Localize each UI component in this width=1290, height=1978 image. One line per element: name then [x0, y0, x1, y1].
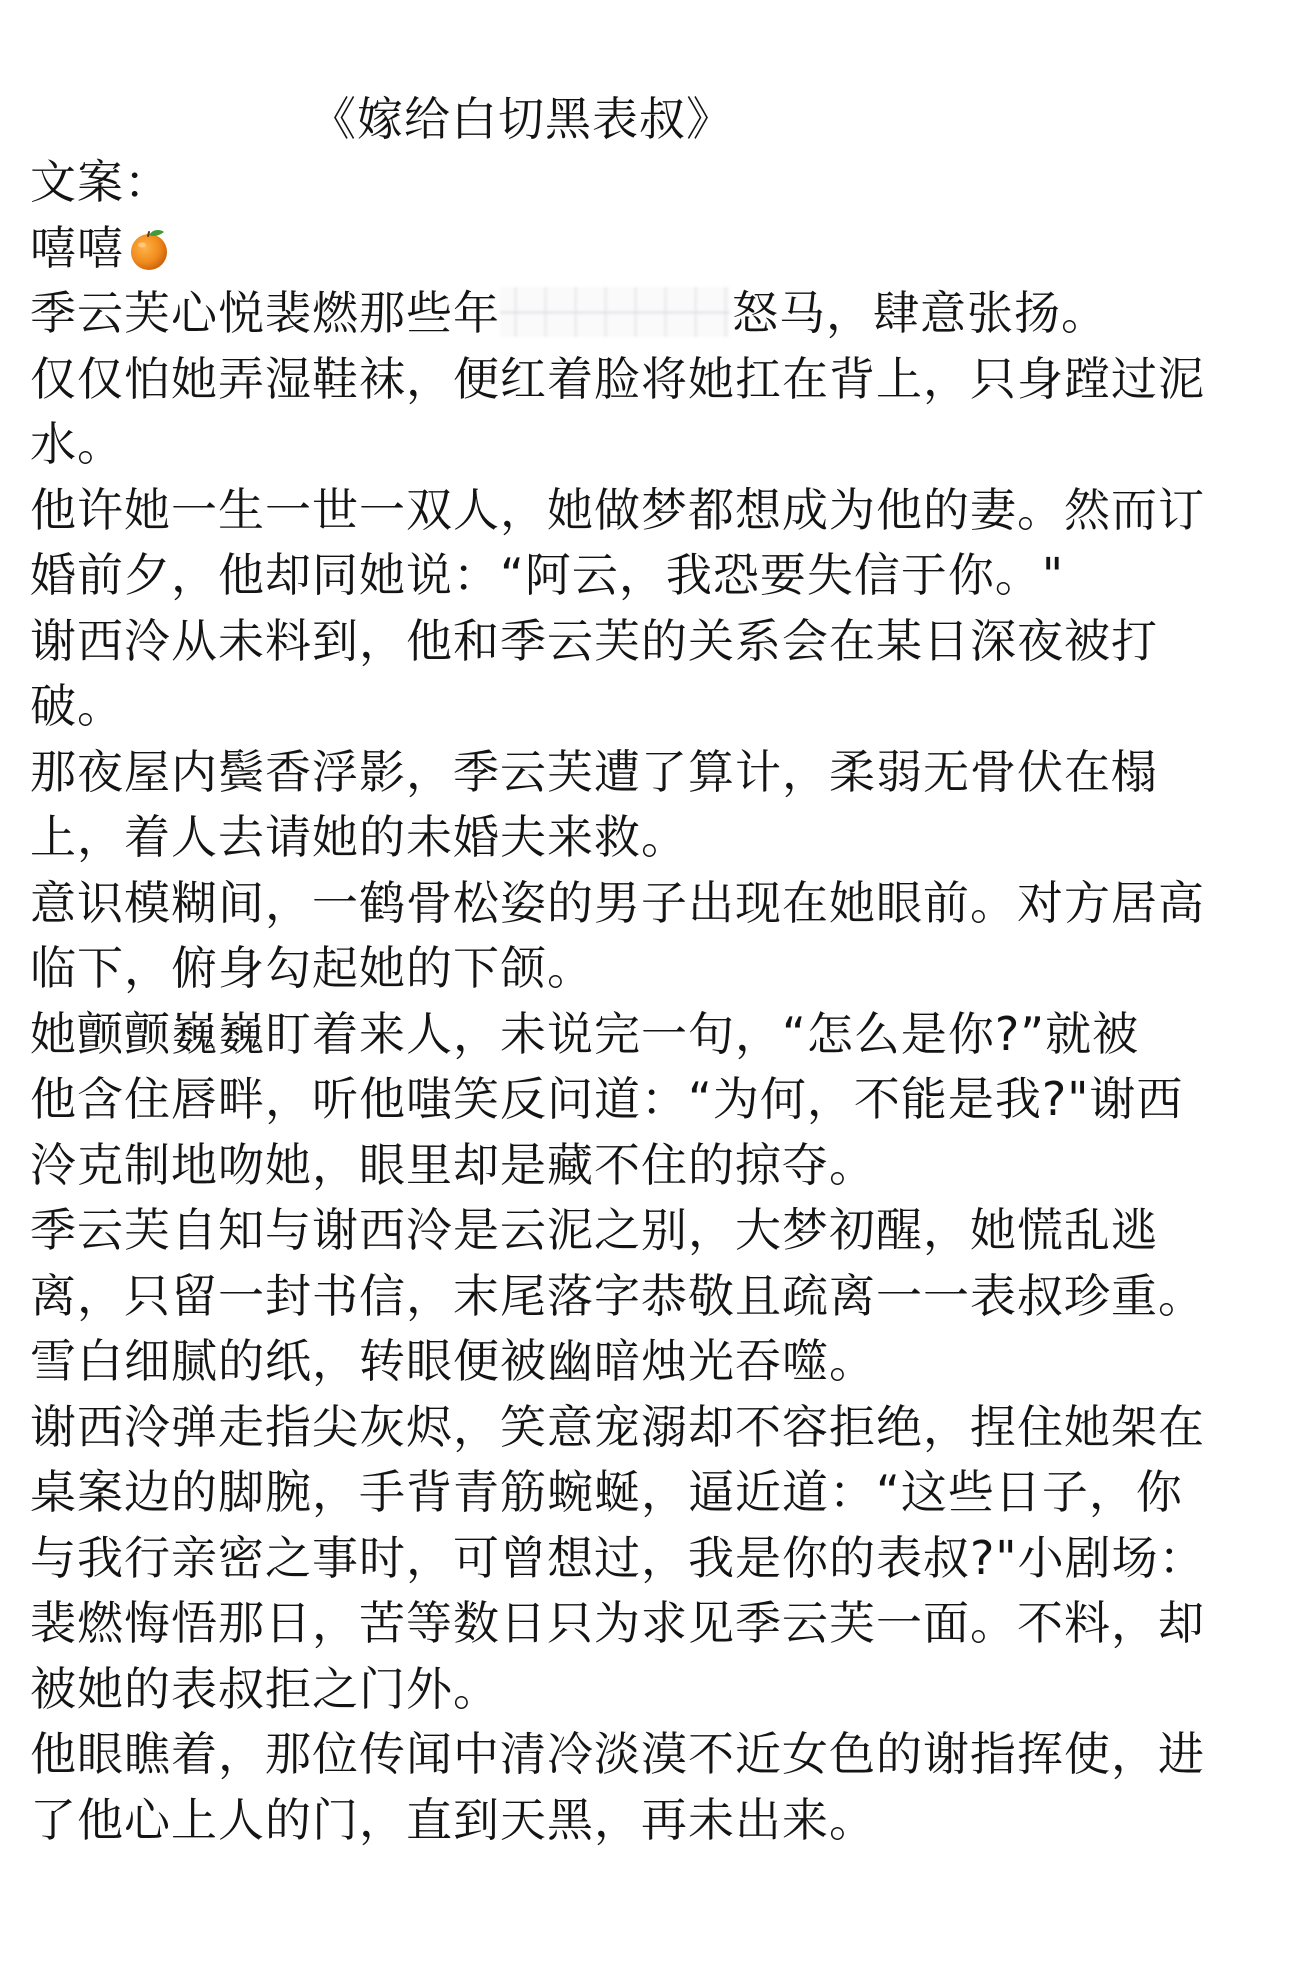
text-line: 泠克制地吻她，眼里却是藏不住的掠夺。 — [30, 1137, 876, 1192]
text-line: 上，着人去请她的未婚夫来救。 — [30, 810, 688, 864]
text-line: 了他心上人的门，直到天黑，再未出来。 — [30, 1792, 876, 1847]
redacted-text — [500, 287, 730, 337]
text-line: 她颤颤巍巍盯着来人，未说完一句，“怎么是你?”就被 — [30, 1006, 1140, 1061]
text-line: 仅仅怕她弄湿鞋袜，便红着脸将她扛在背上，只身蹚过泥 — [30, 351, 1205, 406]
text-line: 离，只留一封书信，末尾落字恭敬且疏离一一表叔珍重。 — [30, 1268, 1205, 1323]
text-line: 他许她一生一世一双人，她做梦都想成为他的妻。然而订 — [30, 482, 1205, 537]
synopsis-text — [30, 150, 1250, 1853]
text-line: 他眼瞧着，那位传闻中清冷淡漠不近女色的谢指挥使，进 — [30, 1727, 1205, 1781]
text-line: 谢西泠弹走指尖灰烬，笑意宠溺却不容拒绝，捏住她架在 — [30, 1399, 1205, 1454]
text-segment: 季云芙心悦裴燃那些年 — [30, 286, 500, 340]
text-line — [30, 281, 1250, 347]
text-line: 水。 — [30, 417, 124, 471]
text-segment: 怒马，肆意张扬。 — [732, 286, 1108, 340]
text-line: 与我行亲密之事时，可曾想过，我是你的表叔?"小剧场： — [30, 1530, 1206, 1585]
text-line: 被她的表叔拒之门外。 — [30, 1661, 500, 1716]
text-line: 桌案边的脚腕，手背青筋蜿蜒，逼近道：“这些日子，你 — [30, 1465, 1183, 1519]
text-line: 临下，俯身勾起她的下颌。 — [30, 941, 594, 995]
document-title: 《嫁给白切黑表叔》 — [310, 92, 733, 146]
text-line: 那夜屋内鬓香浮影，季云芙遭了算计，柔弱无骨伏在榻 — [30, 744, 1158, 799]
text-line: 季云芙自知与谢西泠是云泥之别，大梦初醒，她慌乱逃 — [30, 1203, 1158, 1257]
text-line — [30, 216, 1250, 282]
text-line: 意识模糊间，一鹤骨松姿的男子出现在她眼前。对方居高 — [30, 875, 1205, 930]
text-line: 破。 — [30, 679, 124, 733]
text-segment: 嘻嘻 — [30, 220, 124, 275]
text-line: 裴燃悔悟那日，苦等数日只为求见季云芙一面。不料，却 — [30, 1596, 1205, 1650]
text-line: 谢西泠从未料到，他和季云芙的关系会在某日深夜被打 — [30, 613, 1158, 668]
text-line: 文案： — [30, 155, 171, 209]
text-line: 雪白细腻的纸，转眼便被幽暗烛光吞噬。 — [30, 1334, 876, 1388]
text-line: 婚前夕，他却同她说：“阿云，我恐要失信于你。" — [30, 548, 1064, 602]
text-line: 他含住唇畔，听他嗤笑反问道：“为何，不能是我?"谢西 — [30, 1072, 1184, 1126]
tangerine-icon — [126, 226, 172, 272]
